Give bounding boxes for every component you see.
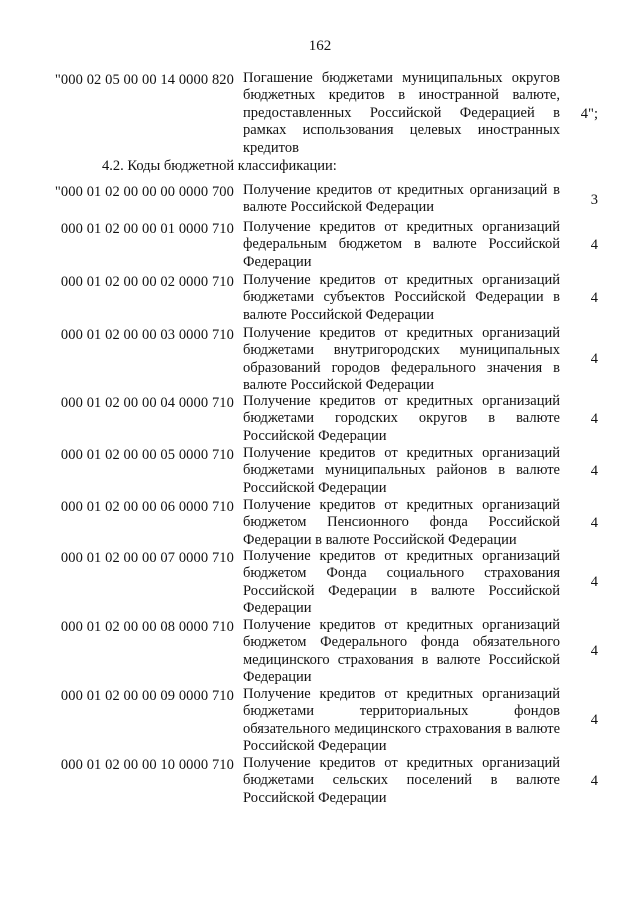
entry-amount: 4: [590, 773, 598, 789]
entry-amount: 4: [590, 712, 598, 728]
budget-code: 000 01 02 00 00 10 0000 710: [60, 757, 234, 773]
budget-code: "000 01 02 00 00 00 0000 700: [54, 184, 234, 200]
entry-description: Получение кредитов от кредитных организаций бюджетом Федерального фонда обязательного медицинского страхования в валюте Российской Федерации: [243, 617, 560, 686]
entry-amount: 4: [590, 463, 598, 479]
section-heading: 4.2. Коды бюджетной классификации:: [102, 158, 337, 174]
entry-amount: 4: [590, 411, 598, 427]
entry-description: Получение кредитов от кредитных организаций бюджетами территориальных фондов обязательного медицинского страхования в валюте Российской Федерации: [243, 686, 560, 755]
entry-description: Получение кредитов от кредитных организаций в валюте Российской Федерации: [243, 182, 560, 216]
entry-description: Получение кредитов от кредитных организаций бюджетом Пенсионного фонда Российской Федерации в валюте Российской Федерации: [243, 497, 560, 548]
entry-description: Получение кредитов от кредитных организаций бюджетами муниципальных районов в валюте Российской Федерации: [243, 445, 560, 496]
budget-code: 000 01 02 00 00 04 0000 710: [60, 395, 234, 411]
entry-description: Получение кредитов от кредитных организаций бюджетами сельских поселений в валюте Российской Федерации: [243, 755, 560, 806]
budget-code: 000 01 02 00 00 02 0000 710: [60, 274, 234, 290]
page-number: 162: [308, 38, 332, 54]
entry-description: Получение кредитов от кредитных организаций бюджетом Фонда социального страхования Российской Федерации в валюте Российской Федерации: [243, 548, 560, 617]
entry-amount: 4";: [580, 106, 598, 122]
entry-description: Погашение бюджетами муниципальных округов бюджетных кредитов в иностранной валюте, предоставленных Российской Федерацией в рамках использования целевых иностранных кредитов: [243, 70, 560, 156]
entry-description: Получение кредитов от кредитных организаций бюджетами городских округов в валюте Российской Федерации: [243, 393, 560, 444]
budget-code: 000 01 02 00 00 01 0000 710: [60, 221, 234, 237]
budget-code: 000 01 02 00 00 09 0000 710: [60, 688, 234, 704]
budget-code: 000 01 02 00 00 06 0000 710: [60, 499, 234, 515]
entry-description: Получение кредитов от кредитных организаций бюджетами субъектов Российской Федерации в валюте Российской Федерации: [243, 272, 560, 323]
entry-amount: 4: [590, 351, 598, 367]
entry-amount: 4: [590, 515, 598, 531]
entry-amount: 4: [590, 237, 598, 253]
entry-amount: 4: [590, 290, 598, 306]
budget-code: 000 01 02 00 00 07 0000 710: [60, 550, 234, 566]
entry-amount: 4: [590, 574, 598, 590]
budget-code: 000 01 02 00 00 05 0000 710: [60, 447, 234, 463]
entry-amount: 3: [590, 192, 598, 208]
entry-description: Получение кредитов от кредитных организаций бюджетами внутригородских муниципальных образований городов федерального значения в валюте Российской Федерации: [243, 325, 560, 394]
entry-description: Получение кредитов от кредитных организаций федеральным бюджетом в валюте Российской Федерации: [243, 219, 560, 270]
budget-code: 000 01 02 00 00 08 0000 710: [60, 619, 234, 635]
budget-code: "000 02 05 00 00 14 0000 820: [54, 72, 234, 88]
entry-amount: 4: [590, 643, 598, 659]
budget-code: 000 01 02 00 00 03 0000 710: [60, 327, 234, 343]
